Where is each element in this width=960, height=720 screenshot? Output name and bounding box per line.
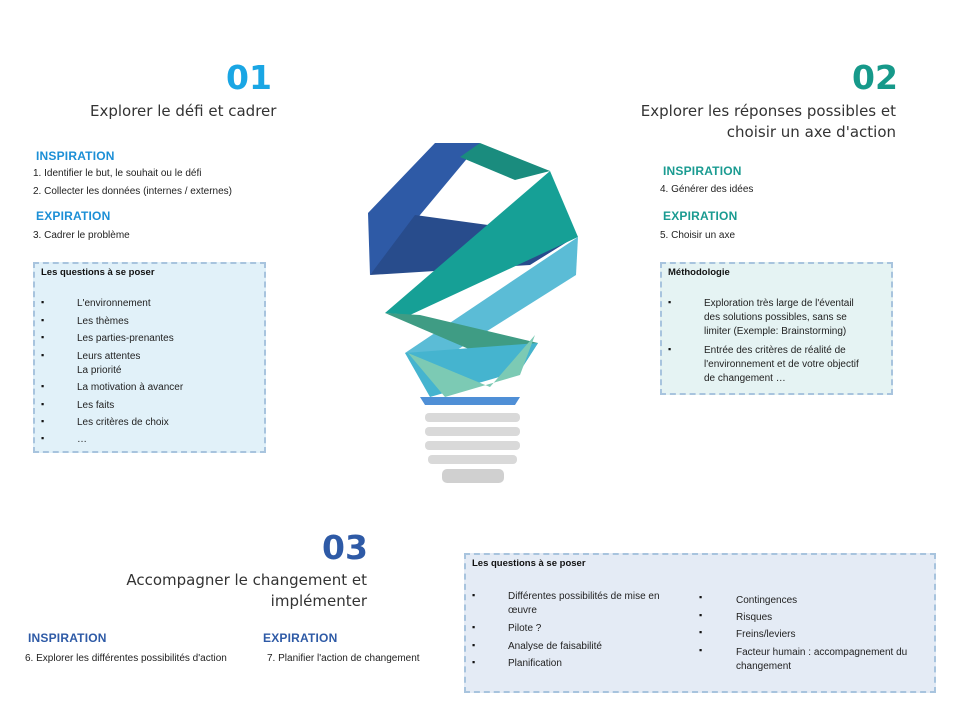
step2-expiration-label: EXPIRATION <box>663 209 738 223</box>
step3-number: 03 <box>322 528 368 567</box>
bulb-base-tip <box>442 469 504 483</box>
list-item: Planification <box>508 658 562 669</box>
bullet-icon: ▪ <box>699 627 703 637</box>
list-item: Exploration très large de l'éventail <box>704 298 854 309</box>
step1-questions-box <box>33 262 266 453</box>
list-item: Pilote ? <box>508 623 542 634</box>
bulb-ribbon-bottom <box>420 397 520 405</box>
step1-expiration-item: 3. Cadrer le problème <box>33 230 130 241</box>
step2-methodology-box <box>660 262 893 395</box>
bulb-ribbon-teal-top <box>460 143 550 180</box>
step3-inspiration-label: INSPIRATION <box>28 631 107 645</box>
bullet-icon: ▪ <box>668 344 672 354</box>
list-item: Leurs attentes <box>77 351 141 362</box>
list-item: Risques <box>736 612 773 623</box>
list-item: Entrée des critères de réalité de <box>704 345 846 356</box>
list-item: changement <box>736 661 792 672</box>
list-item: Différentes possibilités de mise en <box>508 591 660 602</box>
bulb-base-ring <box>425 427 520 436</box>
bullet-icon: ▪ <box>472 590 476 600</box>
list-item: Les faits <box>77 400 115 411</box>
step3-title-line2: implémenter <box>270 592 367 610</box>
step3-box-title: Les questions à se poser <box>472 558 586 569</box>
step2-inspiration-item: 4. Générer des idées <box>660 184 754 195</box>
step1-inspiration-item: 2. Collecter les données (internes / externes) <box>33 186 232 197</box>
bulb-base-ring <box>425 413 520 422</box>
step3-title-line1: Accompagner le changement et <box>126 571 367 589</box>
list-item: Freins/leviers <box>736 629 796 640</box>
list-item: … <box>77 434 87 445</box>
bullet-icon: ▪ <box>41 416 45 426</box>
step1-inspiration-item: 1. Identifier le but, le souhait ou le défi <box>33 168 202 179</box>
list-item: Les thèmes <box>77 316 129 327</box>
bullet-icon: ▪ <box>472 622 476 632</box>
list-item: Les parties-prenantes <box>77 333 174 344</box>
list-item: de changement … <box>704 373 786 384</box>
bullet-icon: ▪ <box>41 315 45 325</box>
bullet-icon: ▪ <box>699 645 703 655</box>
bullet-icon: ▪ <box>668 297 672 307</box>
list-item: Les critères de choix <box>77 417 169 428</box>
step2-expiration-item: 5. Choisir un axe <box>660 230 736 241</box>
bullet-icon: ▪ <box>41 332 45 342</box>
step2-box-title: Méthodologie <box>668 267 730 278</box>
step1-expiration-label: EXPIRATION <box>36 209 111 223</box>
step3-expiration-item: 7. Planifier l'action de changement <box>267 653 420 664</box>
list-item: La priorité <box>77 365 122 376</box>
list-item: La motivation à avancer <box>77 382 184 393</box>
step2-number: 02 <box>852 58 898 97</box>
step2-title-line1: Explorer les réponses possibles et <box>640 102 896 120</box>
step3-expiration-label: EXPIRATION <box>263 631 338 645</box>
bullet-icon: ▪ <box>41 381 45 391</box>
step3-questions-box <box>464 553 936 693</box>
step1-title: Explorer le défi et cadrer <box>90 102 277 120</box>
bullet-icon: ▪ <box>699 610 703 620</box>
list-item: des solutions possibles, sans se <box>704 312 847 323</box>
bullet-icon: ▪ <box>41 297 45 307</box>
list-item: L'environnement <box>77 298 151 309</box>
list-item: Contingences <box>736 595 798 606</box>
bullet-icon: ▪ <box>41 433 45 443</box>
step2-inspiration-label: INSPIRATION <box>663 164 742 178</box>
bulb-base-ring <box>428 455 517 464</box>
list-item: limiter (Exemple: Brainstorming) <box>704 326 847 337</box>
step1-box-title: Les questions à se poser <box>41 267 155 278</box>
step1-inspiration-label: INSPIRATION <box>36 149 115 163</box>
lightbulb-icon <box>360 135 590 495</box>
bullet-icon: ▪ <box>41 399 45 409</box>
bullet-icon: ▪ <box>41 350 45 360</box>
bullet-icon: ▪ <box>472 640 476 650</box>
list-item: Facteur humain : accompagnement du <box>736 647 908 658</box>
step2-title-line2: choisir un axe d'action <box>726 123 896 141</box>
bulb-base-ring <box>425 441 520 450</box>
step1-number: 01 <box>226 58 272 97</box>
list-item: Analyse de faisabilité <box>508 641 602 652</box>
list-item: œuvre <box>508 605 537 616</box>
step3-inspiration-item: 6. Explorer les différentes possibilités d'action <box>25 653 227 664</box>
bullet-icon: ▪ <box>699 592 703 602</box>
bullet-icon: ▪ <box>472 657 476 667</box>
list-item: l'environnement et de votre objectif <box>704 359 859 370</box>
